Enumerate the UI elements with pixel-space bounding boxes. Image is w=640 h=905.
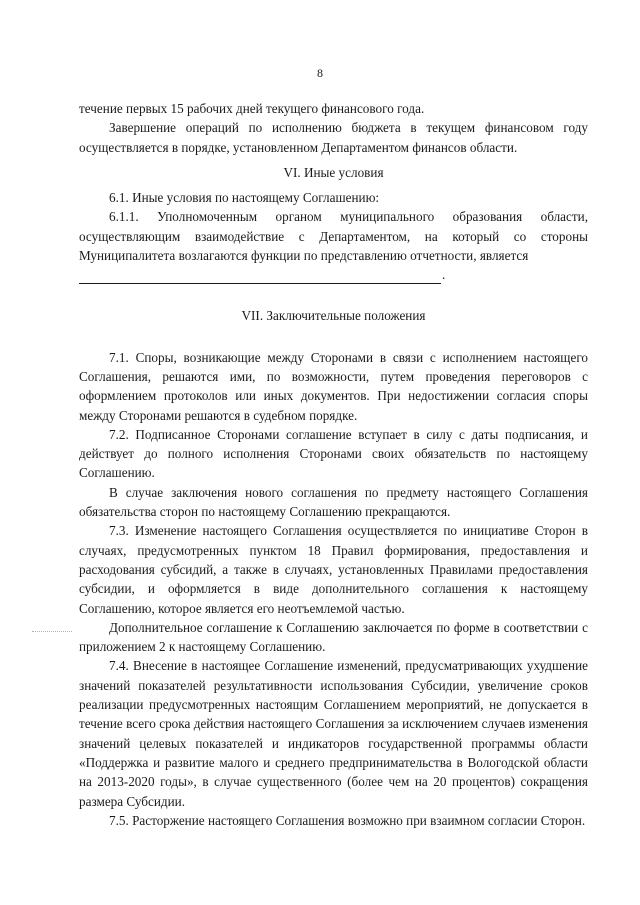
document-body — [79, 99, 588, 830]
paragraph-7-1: 7.1. Споры, возникающие между Сторонами в связи с исполнением настоящего Соглашения, решаются ими, по возможности, путем проведения переговоров с оформлением протоколов или иных документов. При недостижении согласия споры между Сторонами решаются в судебном порядке. — [79, 349, 588, 423]
paragraph-7-4: 7.4. Внесение в настоящее Соглашение изменений, предусматривающих ухудшение значений показателей результативности использования Субсидии, увеличение сроков реализации предусмотренных настоящим Соглашением мероприятий, не допускается в течение всего срока действия настоящего Соглашения за исключением случаев изменения значений целевых показателей и индикаторов государственной программы области «Поддержка и развитие малого и среднего предпринимательства в Вологодской области на 2013-2020 годы», в случае существенного (более чем на 20 процентов) сокращения размера Субсидии. — [79, 658, 588, 809]
paragraph-budget-completion: Завершение операций по исполнению бюджета в текущем финансовом году осуществляется в порядке, установленном Департаментом финансов области. — [79, 120, 588, 155]
blank-underline — [79, 271, 441, 284]
paragraph-new-agreement: В случае заключения нового соглашения по предмету настоящего Соглашения обязательства сторон по настоящему Соглашению прекращаются. — [79, 484, 588, 520]
fill-in-blank — [79, 265, 588, 284]
section-heading-vii: VII. Заключительные положения — [241, 308, 426, 324]
paragraph-7-5: 7.5. Расторжение настоящего Соглашения возможно при взаимном согласии Сторон. — [109, 812, 586, 828]
paragraph-7-3: 7.3. Изменение настоящего Соглашения осуществляется по инициативе Сторон в случаях, предусмотренных пунктом 18 Правил формирования, предоставления и расходования субсидий, а также в случаях, установленных Правилами предоставления субсидии, и оформляется в виде дополнительного соглашения к настоящему Соглашению, которое является его неотъемлемой частью. — [79, 523, 588, 616]
paragraph-7-2: 7.2. Подписанное Сторонами соглашение вступает в силу с даты подписания, и действует до полного исполнения Сторонами своих обязательств по настоящему Соглашению. — [79, 426, 588, 481]
paragraph-6-1-1: 6.1.1. Уполномоченным органом муниципального образования области, осуществляющим взаимодействие с Департаментом, на который со стороны Муниципалитета возлагаются функции по представлению отчетности, является — [79, 209, 588, 264]
scan-margin-mark — [32, 631, 72, 634]
paragraph-6-1: 6.1. Иные условия по настоящему Соглашению: — [109, 190, 380, 206]
blank-end-dot: . — [442, 267, 446, 283]
paragraph-continuation: течение первых 15 рабочих дней текущего финансового года. — [79, 101, 425, 116]
section-heading-vi: VI. Иные условия — [283, 164, 384, 180]
page-number: 8 — [317, 66, 323, 80]
paragraph-supplementary-agreement: Дополнительное соглашение к Соглашению заключается по форме в соответствии с приложением 2 к настоящему Соглашению. — [79, 619, 588, 655]
